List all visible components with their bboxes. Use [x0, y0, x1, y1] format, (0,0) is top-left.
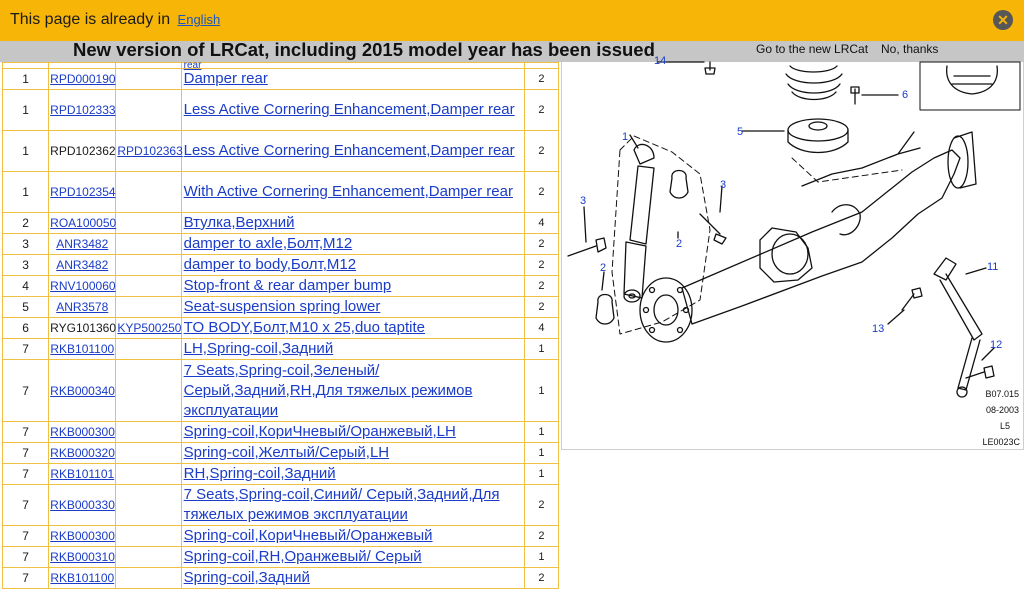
part-number-link[interactable]: RNV100060: [50, 279, 116, 293]
diagram-ref-level: L5: [999, 421, 1010, 431]
cell-superseded-part: [116, 339, 181, 360]
cell-ref: 7: [3, 547, 49, 568]
cell-quantity: 1: [524, 339, 558, 360]
cell-quantity: 2: [524, 568, 558, 589]
cell-description: [181, 213, 524, 234]
description-link[interactable]: TO BODY,Болт,M10 x 25,duo taptite: [183, 319, 426, 336]
cell-ref: 7: [3, 485, 49, 526]
dismiss-notice-link[interactable]: No, thanks: [881, 42, 939, 56]
cell-superseded-part: [116, 255, 181, 276]
diagram-ref-date: 08-2003: [985, 405, 1019, 415]
description-link[interactable]: damper to body,Болт,M12: [183, 256, 357, 273]
cell-part-number: [49, 255, 116, 276]
cell-ref: 4: [3, 276, 49, 297]
cell-part-number: [49, 172, 116, 213]
cell-superseded-part: [116, 234, 181, 255]
diagram-ref-id: LE0023C: [982, 437, 1020, 447]
description-link[interactable]: Damper rear: [183, 70, 268, 87]
cell-ref: 1: [3, 90, 49, 131]
part-number-link[interactable]: RKB101101: [50, 467, 115, 481]
cell-description: [181, 69, 524, 90]
cell-part-number: [49, 131, 116, 172]
cell-quantity: 1: [524, 443, 558, 464]
description-link[interactable]: RH,Spring-coil,Задний: [183, 465, 336, 482]
cell-ref: 7: [3, 526, 49, 547]
cell-part-number: [49, 360, 116, 422]
cell-superseded-part: [116, 297, 181, 318]
table-row: [3, 69, 559, 90]
cell-quantity: 4: [524, 318, 558, 339]
cell-description: [181, 443, 524, 464]
cell-ref: 7: [3, 568, 49, 589]
cell-part-number: [49, 90, 116, 131]
parts-table: [2, 62, 559, 589]
cell-quantity: 2: [524, 90, 558, 131]
table-row: [3, 547, 559, 568]
cell-part-number: [49, 276, 116, 297]
close-icon[interactable]: ✕: [993, 10, 1013, 30]
description-link[interactable]: Spring-coil,КориЧневый/Оранжевый,LH: [183, 423, 456, 440]
cell-superseded-part: [116, 360, 181, 422]
translate-message-text: This page is already in: [10, 11, 171, 28]
cell-superseded-part: [116, 526, 181, 547]
part-number-link[interactable]: RKB101100: [50, 342, 115, 356]
part-number-link[interactable]: ANR3578: [56, 300, 109, 314]
cell-description: [181, 485, 524, 526]
new-lrcat-link[interactable]: Go to the new LRCat: [756, 42, 869, 56]
cell-part-number: [49, 234, 116, 255]
description-link[interactable]: Stop-front & rear damper bump: [183, 277, 392, 294]
part-number-link[interactable]: RKB000310: [50, 550, 115, 564]
cell-ref: 7: [3, 443, 49, 464]
cell-description: [181, 172, 524, 213]
cell-part-number: [49, 443, 116, 464]
part-number-link[interactable]: ANR3482: [56, 258, 109, 272]
cell-ref: 7: [3, 464, 49, 485]
part-number-text: RPD102362: [50, 144, 116, 158]
part-number-link[interactable]: RKB000300: [50, 529, 115, 543]
part-number-link[interactable]: RKB101100: [50, 571, 115, 585]
cell-ref: 7: [3, 339, 49, 360]
part-number-link[interactable]: RKB000340: [50, 383, 115, 398]
table-row: [3, 568, 559, 589]
cell-description: [181, 547, 524, 568]
cell-description: [181, 297, 524, 318]
cell-description: [181, 234, 524, 255]
cell-quantity: 2: [524, 297, 558, 318]
part-number-link[interactable]: ROA100050: [50, 216, 117, 230]
callout-11[interactable]: 11: [987, 261, 999, 273]
superseded-part-link[interactable]: RPD102363: [117, 144, 183, 158]
callout-2-mid[interactable]: 2: [676, 238, 683, 250]
callout-3-mid[interactable]: 3: [720, 179, 727, 191]
cell-description: [181, 318, 524, 339]
part-number-link[interactable]: RPD102333: [50, 103, 116, 117]
cell-quantity: 2: [524, 526, 558, 547]
cell-quantity: 2: [524, 276, 558, 297]
rear-suspension-diagram: [562, 55, 1023, 449]
cell-superseded-part: [116, 69, 181, 90]
superseded-part-link[interactable]: KYP500250: [117, 321, 182, 335]
translate-message: [10, 11, 220, 29]
table-row: [3, 131, 559, 172]
table-row: [3, 485, 559, 526]
cell-part-number: [49, 422, 116, 443]
table-row: [3, 422, 559, 443]
part-number-link[interactable]: RKB000320: [50, 446, 115, 460]
cell-superseded-part: [116, 568, 181, 589]
table-row: [3, 297, 559, 318]
cell-ref: 1: [3, 172, 49, 213]
cell-superseded-part: [116, 485, 181, 526]
diagram-ref-code: B07.015: [985, 389, 1019, 399]
cell-quantity: 4: [524, 213, 558, 234]
table-row: [3, 339, 559, 360]
description-link[interactable]: 7 Seats,Spring-coil,Зеленый/ Серый,Задний,RH,Для тяжелых режимов эксплуатации: [183, 361, 473, 419]
cell-quantity: 1: [524, 422, 558, 443]
cell-ref: 3: [3, 255, 49, 276]
cell-description: [181, 255, 524, 276]
callout-12[interactable]: 12: [990, 339, 1003, 351]
table-row: [3, 90, 559, 131]
cell-ref: 5: [3, 297, 49, 318]
callout-1[interactable]: 1: [622, 131, 629, 143]
cell-part-number: [49, 547, 116, 568]
cell-quantity: 1: [524, 464, 558, 485]
translate-bar: [0, 0, 1024, 41]
cell-description: [181, 276, 524, 297]
callout-5[interactable]: 5: [737, 126, 744, 138]
cell-description: [181, 360, 524, 422]
callout-6[interactable]: 6: [902, 89, 909, 101]
cell-description: [181, 131, 524, 172]
table-row: [3, 213, 559, 234]
description-link[interactable]: Seat-suspension spring lower: [183, 298, 381, 315]
description-link[interactable]: Less Active Cornering Enhancement,Damper rear: [183, 101, 515, 118]
description-link[interactable]: Spring-coil,Задний: [183, 569, 310, 586]
parts-diagram[interactable]: [561, 55, 1024, 450]
description-link[interactable]: Spring-coil,КориЧневый/Оранжевый: [183, 527, 433, 544]
callout-13[interactable]: 13: [872, 323, 885, 335]
cell-quantity: 2: [524, 485, 558, 526]
cell-part-number: [49, 485, 116, 526]
cell-part-number: [49, 213, 116, 234]
part-number-link[interactable]: RKB000300: [50, 425, 115, 439]
cell-ref: 3: [3, 234, 49, 255]
cell-quantity: 2: [524, 69, 558, 90]
cell-ref: 7: [3, 360, 49, 422]
cell-part-number: [49, 464, 116, 485]
cell-quantity: 1: [524, 360, 558, 422]
description-link[interactable]: LH,Spring-coil,Задний: [183, 340, 334, 357]
cell-description: [181, 90, 524, 131]
cell-superseded-part: [116, 131, 181, 172]
table-row: [3, 276, 559, 297]
cell-superseded-part: [116, 547, 181, 568]
part-number-text: RYG101360: [50, 321, 116, 335]
description-link[interactable]: Spring-coil,RH,Оранжевый/ Серый: [183, 548, 422, 565]
cell-quantity: 2: [524, 172, 558, 213]
callout-3-left[interactable]: 3: [580, 195, 587, 207]
table-row: [3, 360, 559, 422]
description-link[interactable]: damper to axle,Болт,M12: [183, 235, 353, 252]
cell-part-number: [49, 318, 116, 339]
part-number-link[interactable]: RKB000330: [50, 498, 115, 512]
description-link[interactable]: With Active Cornering Enhancement,Damper rear: [183, 183, 513, 200]
description-link[interactable]: Втулка,Верхний: [183, 214, 295, 231]
callout-2-left[interactable]: 2: [600, 262, 607, 274]
cell-description: [181, 464, 524, 485]
cell-superseded-part: [116, 422, 181, 443]
table-row: [3, 234, 559, 255]
cell-ref: 1: [3, 131, 49, 172]
cell-quantity: 2: [524, 255, 558, 276]
language-link[interactable]: English: [177, 12, 221, 27]
description-link[interactable]: Spring-coil,Желтый/Серый,LH: [183, 444, 390, 461]
notice-bar: [0, 41, 1024, 62]
cell-description: [181, 568, 524, 589]
cell-description: [181, 526, 524, 547]
cell-part-number: [49, 339, 116, 360]
cell-ref: 2: [3, 213, 49, 234]
cell-part-number: [49, 568, 116, 589]
table-row: [3, 443, 559, 464]
table-row: [3, 464, 559, 485]
table-row: [3, 526, 559, 547]
part-number-link[interactable]: RPD000190: [50, 72, 116, 86]
description-link[interactable]: Less Active Cornering Enhancement,Damper rear: [183, 142, 515, 159]
cell-ref: 1: [3, 69, 49, 90]
table-row: [3, 172, 559, 213]
cell-description: [181, 339, 524, 360]
cell-quantity: 1: [524, 547, 558, 568]
cell-superseded-part: [116, 172, 181, 213]
callout-14[interactable]: 14: [654, 55, 667, 67]
cell-part-number: [49, 69, 116, 90]
cell-superseded-part: [116, 443, 181, 464]
part-number-link[interactable]: RPD102354: [50, 185, 116, 199]
cell-superseded-part: [116, 90, 181, 131]
description-link[interactable]: 7 Seats,Spring-coil,Синий/ Серый,Задний,Для тяжелых режимов эксплуатации: [183, 486, 500, 523]
part-number-link[interactable]: ANR3482: [56, 237, 109, 251]
cell-part-number: [49, 526, 116, 547]
cell-superseded-part: [116, 276, 181, 297]
cell-superseded-part: [116, 464, 181, 485]
cell-ref: 6: [3, 318, 49, 339]
cell-part-number: [49, 297, 116, 318]
cell-quantity: 2: [524, 234, 558, 255]
cell-ref: 7: [3, 422, 49, 443]
notice-message: New version of LRCat, including 2015 model year has been issued: [73, 39, 655, 60]
table-row: [3, 255, 559, 276]
cell-superseded-part: [116, 213, 181, 234]
table-row: [3, 318, 559, 339]
cell-quantity: 2: [524, 131, 558, 172]
description-link[interactable]: rear: [183, 60, 202, 71]
cell-superseded-part: [116, 318, 181, 339]
cell-description: [181, 422, 524, 443]
